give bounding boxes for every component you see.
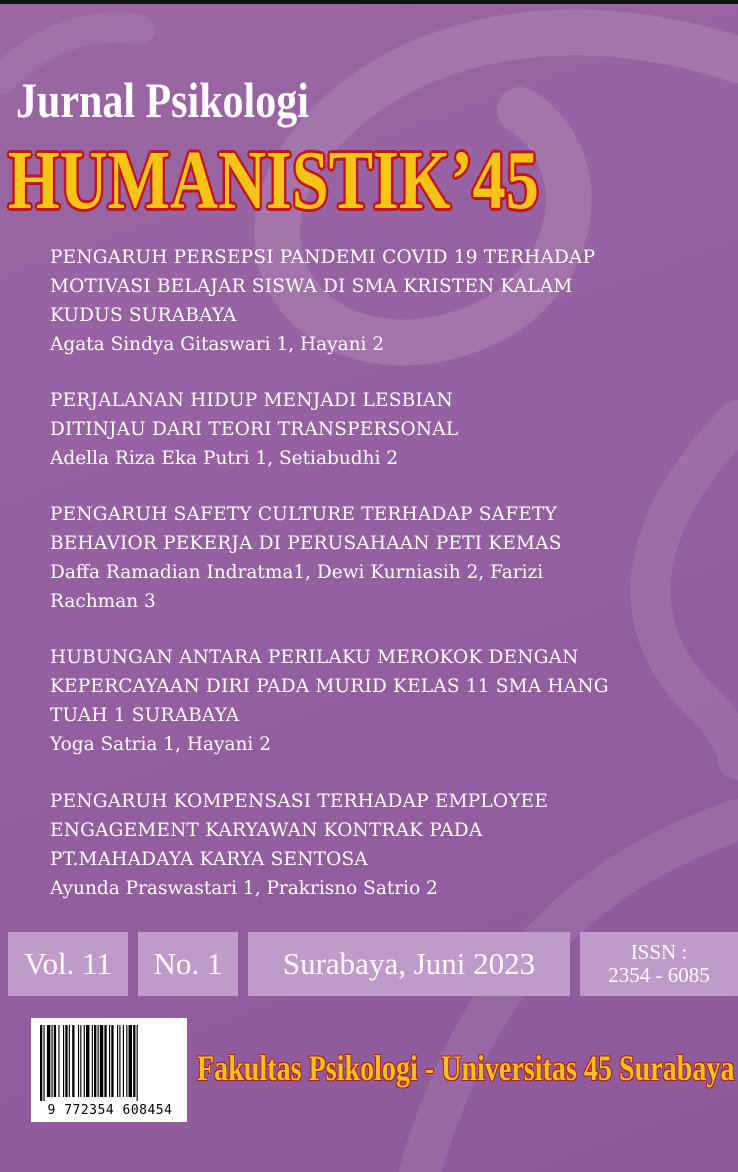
barcode-bar	[78, 1025, 79, 1097]
barcode-bar	[63, 1025, 64, 1097]
barcode-bar	[129, 1025, 132, 1097]
article-entry	[50, 386, 730, 473]
article-title-line: ENGAGEMENT KARYAWAN KONTRAK PADA	[50, 820, 483, 841]
number-box	[138, 932, 238, 996]
barcode-bar	[92, 1025, 93, 1097]
issn-label: ISSN :	[630, 940, 688, 964]
article-entry	[50, 787, 730, 903]
article-entry	[50, 500, 730, 616]
article-authors: Rachman 3	[50, 591, 156, 612]
barcode-bar	[117, 1025, 118, 1097]
barcode-bar	[69, 1025, 70, 1097]
barcode-bar	[43, 1025, 44, 1101]
article-authors: Adella Riza Eka Putri 1, Setiabudhi 2	[50, 448, 399, 469]
barcode-bar	[126, 1025, 127, 1097]
article-authors: Daffa Ramadian Indratma1, Dewi Kurniasih 2, Farizi	[50, 562, 544, 583]
article-title-line: PENGARUH SAFETY CULTURE TERHADAP SAFETY	[50, 504, 557, 525]
article-authors: Ayunda Praswastari 1, Prakrisno Satrio 2	[50, 878, 438, 899]
issn-value: 2354 - 6085	[608, 963, 710, 987]
article-authors: Agata Sindya Gitaswari 1, Hayani 2	[50, 334, 385, 355]
article-title-line: BEHAVIOR PEKERJA DI PERUSAHAAN PETI KEMAS	[50, 533, 562, 554]
barcode-bar	[119, 1025, 120, 1097]
article-entry	[50, 643, 730, 759]
barcode-bar	[94, 1025, 96, 1097]
article-list	[50, 243, 730, 930]
number-label: No. 1	[153, 946, 223, 981]
barcode-bar	[72, 1025, 74, 1097]
article-title-line: HUBUNGAN ANTARA PERILAKU MEROKOK DENGAN	[50, 647, 579, 668]
barcode-bar	[47, 1025, 50, 1097]
barcode-bar	[54, 1025, 56, 1097]
volume-label: Vol. 11	[24, 946, 112, 981]
place-date-box	[248, 932, 570, 996]
issn-box	[580, 932, 738, 996]
article-title-line: KUDUS SURABAYA	[50, 305, 237, 326]
barcode-bar	[109, 1025, 110, 1097]
barcode-bar	[65, 1025, 67, 1097]
barcode-bar	[133, 1025, 135, 1097]
barcode-bar	[137, 1025, 138, 1101]
volume-box	[8, 932, 128, 996]
article-entry	[50, 243, 730, 359]
barcode-bar	[84, 1025, 85, 1097]
article-title-line: PENGARUH KOMPENSASI TERHADAP EMPLOYEE	[50, 791, 549, 812]
barcode	[31, 1018, 187, 1122]
barcode-bar	[123, 1025, 124, 1097]
article-title-line: PERJALANAN HIDUP MENJADI LESBIAN	[50, 390, 453, 411]
barcode-bar	[58, 1025, 59, 1097]
place-date-label: Surabaya, Juni 2023	[282, 946, 536, 981]
barcode-bar	[86, 1025, 89, 1097]
barcode-bar	[80, 1025, 81, 1097]
article-title-line: PENGARUH PERSEPSI PANDEMI COVID 19 TERHADAP	[50, 247, 596, 268]
journal-title: HUMANISTIK’45	[8, 134, 539, 227]
barcode-bar	[100, 1025, 103, 1097]
barcode-bar	[98, 1025, 99, 1097]
article-title-line: MOTIVASI BELAJAR SISWA DI SMA KRISTEN KALAM	[50, 276, 573, 297]
article-title-line: TUAH 1 SURABAYA	[50, 705, 240, 726]
faculty-name: Fakultas Psikologi - Universitas 45 Surabaya	[197, 1048, 735, 1088]
barcode-bar	[104, 1025, 106, 1097]
barcode-bar	[52, 1025, 53, 1097]
journal-name: Jurnal Psikologi	[16, 72, 309, 128]
barcode-bars	[32, 1019, 188, 1103]
barcode-bar	[40, 1025, 42, 1101]
article-title-line: DITINJAU DARI TEORI TRANSPERSONAL	[50, 419, 459, 440]
article-title-line: PT.MAHADAYA KARYA SENTOSA	[50, 849, 368, 870]
barcode-digits: 9 772354 608454	[47, 1103, 173, 1118]
article-title-line: KEPERCAYAAN DIRI PADA MURID KELAS 11 SMA HANG	[50, 676, 609, 697]
barcode-bar	[111, 1025, 113, 1097]
article-authors: Yoga Satria 1, Hayani 2	[50, 734, 271, 755]
